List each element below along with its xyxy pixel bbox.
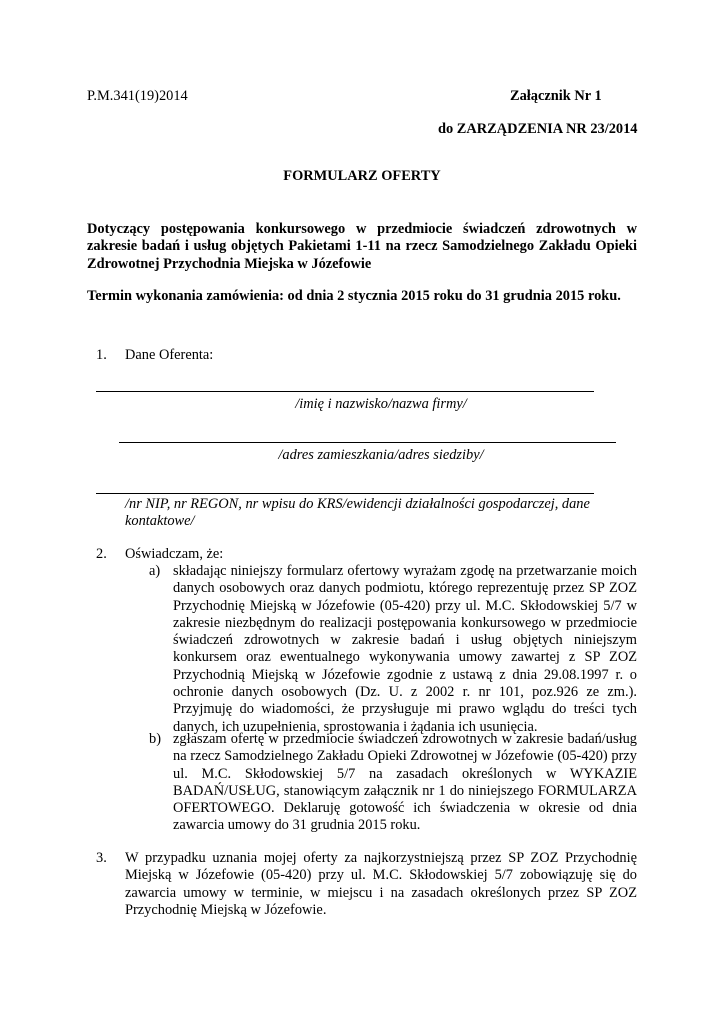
section-2-number: 2. — [96, 546, 107, 562]
registry-field-caption: /nr NIP, nr REGON, nr wpisu do KRS/ewidencji działalności gospodarczej, dane kontaktowe/ — [125, 496, 590, 530]
attachment-label: Załącznik Nr 1 — [510, 88, 602, 104]
section-2-label: Oświadczam, że: — [125, 546, 224, 562]
name-field-line[interactable] — [96, 391, 594, 392]
item-b-letter: b) — [149, 731, 161, 747]
decree-label: do ZARZĄDZENIA NR 23/2014 — [438, 121, 638, 137]
section-3-text: W przypadku uznania mojej oferty za najkorzystniejszą przez SP ZOZ Przychodnię Miejską w Józefowie (05-420) przy ul. M.C. Skłodowskiej 5/7 zobowiązuję się do zawarcia umowy w terminie, w miejscu i na zasadach określonych przez SP ZOZ Przychodnię Miejską w Józefowie. — [125, 850, 637, 918]
section-3-number: 3. — [96, 850, 107, 866]
address-field-line[interactable] — [119, 442, 616, 443]
deadline-statement: Termin wykonania zamówienia: od dnia 2 stycznia 2015 roku do 31 grudnia 2015 roku. — [87, 288, 621, 304]
section-1-label: Dane Oferenta: — [125, 347, 214, 363]
item-b-text: zgłaszam ofertę w przedmiocie świadczeń zdrowotnych w zakresie badań/usług na rzecz Samodzielnego Zakładu Opieki Zdrowotnej w Józefowie (05-420) przy ul. M.C. Skłodowskiej 5/7 na zasadach określonych w WYKAZIE BADAŃ/USŁUG, stanowiącym załącznik nr 1 do niniejszego FORMULARZA OFERTOWEGO. Deklaruję gotowość ich świadczenia w okresie od dnia zawarcia umowy do 31 grudnia 2015 roku. — [173, 731, 637, 834]
intro-paragraph: Dotyczący postępowania konkursowego w przedmiocie świadczeń zdrowotnych w zakresie badań i usług objętych Pakietami 1-11 na rzecz Samodzielnego Zakładu Opieki Zdrowotnej Przychodnia Miejska w Józefowie — [87, 221, 637, 272]
reference-number: P.M.341(19)2014 — [87, 88, 188, 104]
registry-field-line[interactable] — [96, 493, 594, 494]
item-a-text: składając niniejszy formularz ofertowy wyrażam zgodę na przetwarzanie moich danych osobowych oraz danych podmiotu, którego reprezentuję przez SP ZOZ Przychodnię Miejską w Józefowie (05-420) przy ul. M.C. Skłodowskiej 5/7 w zakresie niezbędnym do realizacji postępowania konkursowego w przedmiocie świadczeń zdrowotnych w zakresie badań i usług objętych niniejszym konkursem oraz ewentualnego wykonywania umowy zawartej z SP ZOZ Przychodnią Miejską w Józefowie zgodnie z ustawą z dnia 29.08.1997 r. o ochronie danych osobowych (Dz. U. z 2002 r. nr 101, poz.926 ze zm.). Przyjmuję do wiadomości, że przysługuje mi prawo wglądu do treści tych danych, ich uzupełnienia, sprostowania i żądania ich usunięcia. — [173, 563, 637, 735]
address-field-caption: /adres zamieszkania/adres siedziby/ — [278, 447, 484, 463]
item-a-letter: a) — [149, 563, 161, 579]
name-field-caption: /imię i nazwisko/nazwa firmy/ — [295, 396, 467, 412]
section-1-number: 1. — [96, 347, 107, 363]
document-title: FORMULARZ OFERTY — [283, 168, 441, 184]
